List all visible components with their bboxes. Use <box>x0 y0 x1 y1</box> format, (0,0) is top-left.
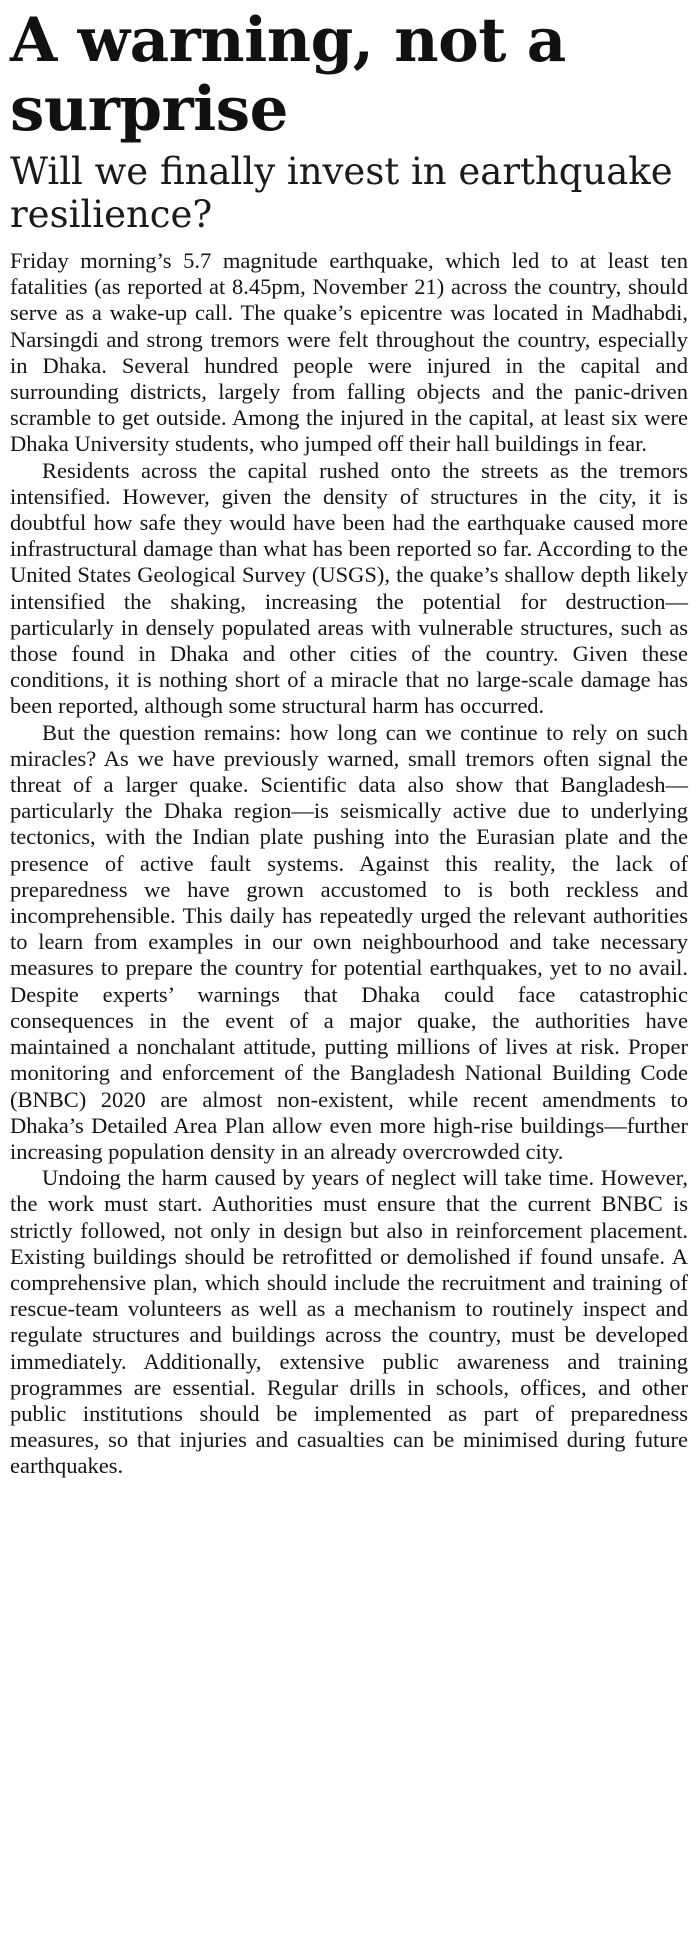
subheadline: Will we finally invest in earthquake resilience? <box>10 150 673 236</box>
body-paragraph: Undoing the harm caused by years of neglect will take time. However, the work must start. Authorities must ensure that the current BNBC is strictly followed, not only in design but also in reinforcement placement. Existing buildings should be retrofitted or demolished if found unsafe. A comprehensive plan, which should include the recruitment and training of rescue-team volunteers as well as a mechanism to routinely inspect and regulate structures and buildings across the country, must be developed immediately. Additionally, extensive public awareness and training programmes are essential. Regular drills in schools, offices, and other public institutions should be implemented as part of preparedness measures, so that injuries and casualties can be minimised during future earthquakes. <box>10 1165 688 1479</box>
body-paragraph: But the question remains: how long can we continue to rely on such miracles? As we have previously warned, small tremors often signal the threat of a larger quake. Scientific data also show that Bangladesh—particularly the Dhaka region—is seismically active due to underlying tectonics, with the Indian plate pushing into the Eurasian plate and the presence of active fault systems. Against this reality, the lack of preparedness we have grown accustomed to is both reckless and incomprehensible. This daily has repeatedly urged the relevant authorities to learn from examples in our own neighbourhood and take necessary measures to prepare the country for potential earthquakes, yet to no avail. Despite experts’ warnings that Dhaka could face catastrophic consequences in the event of a major quake, the authorities have maintained a nonchalant attitude, putting millions of lives at risk. Proper monitoring and enforcement of the Bangladesh National Building Code (BNBC) 2020 are almost non-existent, while recent amendments to Dhaka’s Detailed Area Plan allow even more high-rise buildings—further increasing population density in an already overcrowded city. <box>10 719 688 1164</box>
article-body <box>10 248 688 1480</box>
body-paragraph: Friday morning’s 5.7 magnitude earthquake, which led to at least ten fatalities (as reported at 8.45pm, November 21) across the country, should serve as a wake-up call. The quake’s epicentre was located in Madhabdi, Narsingdi and strong tremors were felt throughout the country, especially in Dhaka. Several hundred people were injured in the capital and surrounding districts, largely from falling objects and the panic-driven scramble to get outside. Among the injured in the capital, at least six were Dhaka University students, who jumped off their hall buildings in fear. <box>10 248 688 457</box>
headline: A warning, not a surprise <box>10 5 566 145</box>
body-paragraph: Residents across the capital rushed onto the streets as the tremors intensified. However, given the density of structures in the city, it is doubtful how safe they would have been had the earthquake caused more infrastructural damage than what has been reported so far. According to the United States Geological Survey (USGS), the quake’s shallow depth likely intensified the shaking, increasing the potential for destruction—particularly in densely populated areas with vulnerable structures, such as those found in Dhaka and other cities of the country. Given these conditions, it is nothing short of a miracle that no large-scale damage has been reported, although some structural harm has occurred. <box>10 457 688 719</box>
